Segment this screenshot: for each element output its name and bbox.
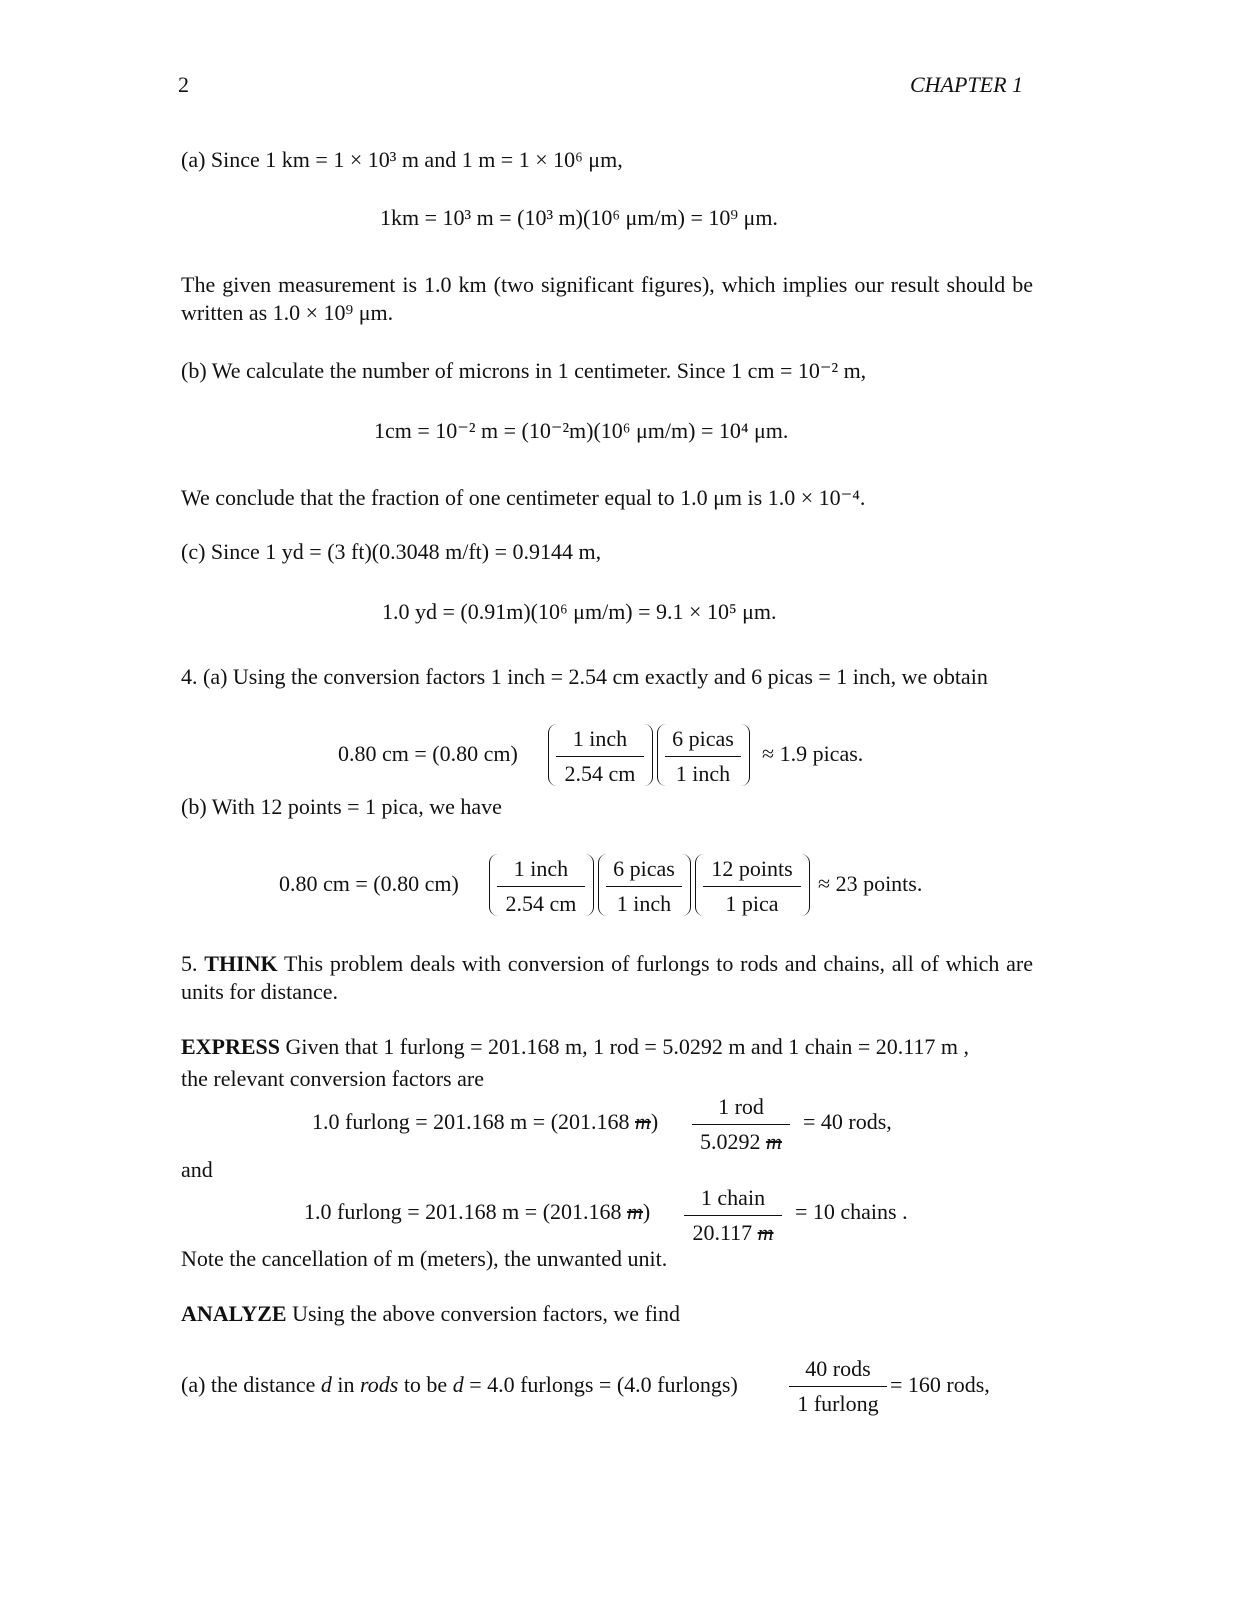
think-text: This problem deals with conversion of furlongs to rods and chains, all of which are units for distance. xyxy=(181,951,1034,1004)
fraction-picas-per-inch: 6 picas 1 inch xyxy=(606,858,682,915)
chapter-title: CHAPTER 1 xyxy=(910,72,1024,97)
equation-furlong-to-chains-lhs: 1.0 furlong = 201.168 m = (201.168 m) xyxy=(304,1199,651,1224)
fraction-inch-per-cm: 1 inch 2.54 cm xyxy=(556,728,644,785)
part-b-intro: (b) We calculate the number of microns in 1 centimeter. Since 1 cm = 10⁻² m, xyxy=(181,358,867,383)
part-b-conclusion: We conclude that the fraction of one centimeter equal to 1.0 μm is 1.0 × 10⁻⁴. xyxy=(181,485,866,510)
part-c-intro: (c) Since 1 yd = (3 ft)(0.3048 m/ft) = 0.9144 m, xyxy=(181,539,602,564)
fraction-rod-per-meter: 1 rod 5.0292 m xyxy=(692,1096,790,1153)
part-a-intro: (a) Since 1 km = 1 × 10³ m and 1 m = 1 × 10⁶ μm, xyxy=(181,147,623,172)
paren-right xyxy=(801,854,810,916)
equation-furlongs-to-rods-rhs: = 160 rods, xyxy=(890,1372,990,1397)
analyze-line xyxy=(181,1303,680,1325)
equation-yd-to-microns: 1.0 yd = (0.91m)(10⁶ μm/m) = 9.1 × 10⁵ μm. xyxy=(382,599,777,624)
paren-right xyxy=(682,854,691,916)
page-number: 2 xyxy=(178,72,189,97)
analyze-text: Using the above conversion factors, we find xyxy=(292,1301,681,1326)
analyze-label: ANALYZE xyxy=(181,1301,287,1326)
paren-right xyxy=(585,854,594,916)
express-label: EXPRESS xyxy=(181,1034,281,1059)
and-word: and xyxy=(181,1157,213,1182)
cancellation-note: Note the cancellation of m (meters), the unwanted unit. xyxy=(181,1246,668,1271)
equation-cm-to-points-rhs: ≈ 23 points. xyxy=(818,871,923,896)
equation-cm-to-points-lhs: 0.80 cm = (0.80 cm) xyxy=(279,871,459,896)
part-a-conclusion: The given measurement is 1.0 km (two significant figures), which implies our result should be written as 1.0 × 10⁹ μm. xyxy=(181,272,1033,325)
equation-km-to-microns: 1km = 10³ m = (10³ m)(10⁶ μm/m) = 10⁹ μm. xyxy=(380,205,778,230)
paren-right xyxy=(741,724,750,786)
fraction-picas-per-inch: 6 picas 1 inch xyxy=(665,728,741,785)
equation-cm-to-picas-lhs: 0.80 cm = (0.80 cm) xyxy=(338,741,518,766)
equation-cm-to-picas-rhs: ≈ 1.9 picas. xyxy=(762,741,864,766)
equation-cm-to-microns: 1cm = 10⁻² m = (10⁻²m)(10⁶ μm/m) = 10⁴ μm. xyxy=(374,418,789,443)
fraction-points-per-pica: 12 points 1 pica xyxy=(703,858,801,915)
problem-5-number: 5. xyxy=(181,951,205,976)
fraction-chain-per-meter: 1 chain 20.117 m xyxy=(684,1187,782,1244)
equation-furlong-to-rods-rhs: = 40 rods, xyxy=(803,1109,892,1134)
problem-5-think xyxy=(181,950,1033,1006)
think-label: THINK xyxy=(204,951,278,976)
equation-furlong-to-chains-rhs: = 10 chains . xyxy=(795,1199,908,1224)
express-text: Given that 1 furlong = 201.168 m, 1 rod = 5.0292 m and 1 chain = 20.117 m , xyxy=(285,1034,970,1059)
problem-4b-intro: (b) With 12 points = 1 pica, we have xyxy=(181,794,502,819)
express-line-2: the relevant conversion factors are xyxy=(181,1066,484,1091)
equation-furlong-to-rods-lhs: 1.0 furlong = 201.168 m = (201.168 m) xyxy=(312,1109,659,1134)
problem-4a-intro: 4. (a) Using the conversion factors 1 inch = 2.54 cm exactly and 6 picas = 1 inch, we obtain xyxy=(181,664,988,689)
paren-right xyxy=(644,724,653,786)
express-line-1 xyxy=(181,1036,969,1058)
fraction-inch-per-cm: 1 inch 2.54 cm xyxy=(497,858,585,915)
fraction-rods-per-furlong: 40 rods 1 furlong xyxy=(789,1358,887,1415)
equation-furlongs-to-rods-lhs: (a) the distance d in rods to be d = 4.0 furlongs = (4.0 furlongs) xyxy=(181,1372,738,1397)
